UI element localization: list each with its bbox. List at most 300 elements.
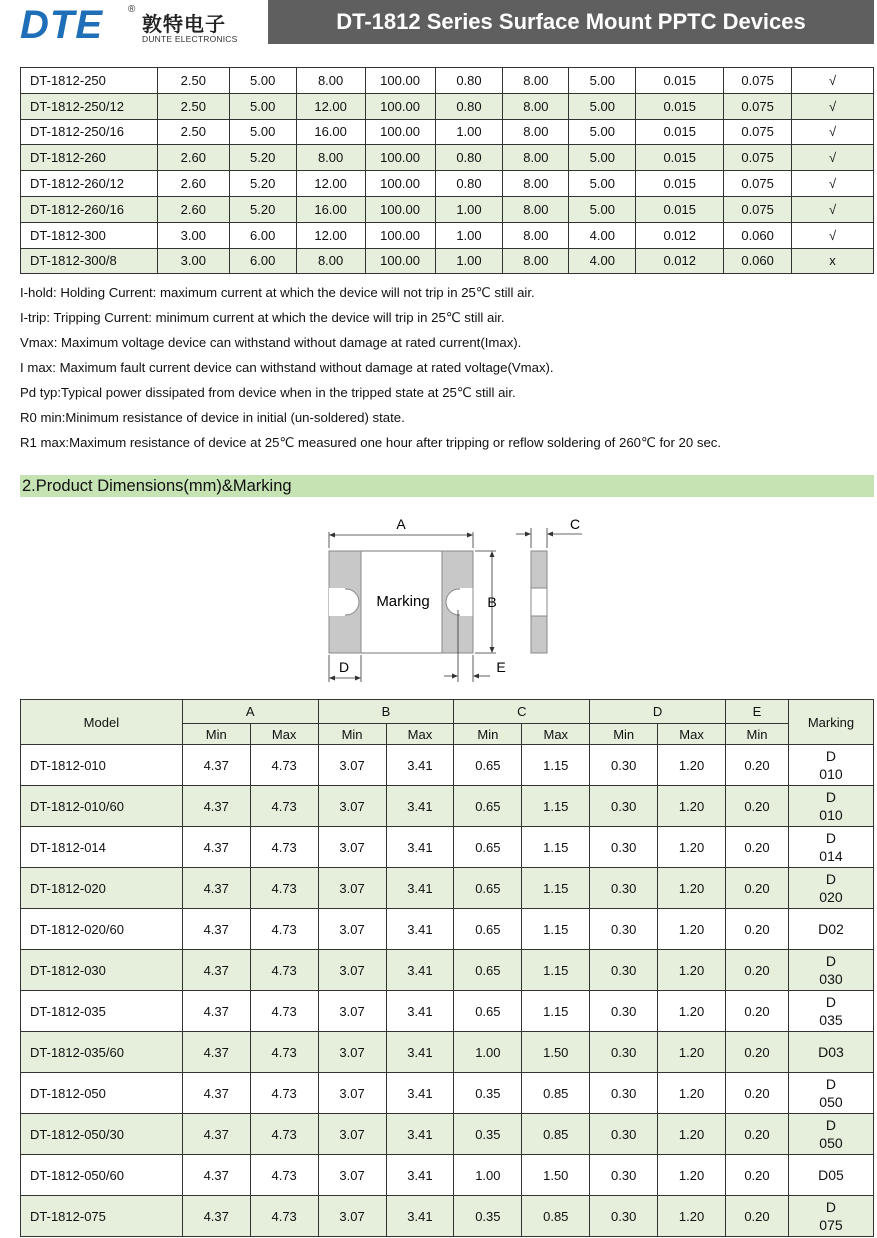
- spec-cell: 8.00: [296, 145, 365, 171]
- header-b: B: [318, 700, 454, 724]
- dims-row: [21, 1032, 874, 1073]
- dims-cell: 4.73: [250, 868, 318, 909]
- page-header: [0, 0, 877, 48]
- dims-cell: 0.65: [454, 950, 522, 991]
- marking-line-2: 050: [819, 1135, 843, 1151]
- spec-cell: 2.50: [157, 93, 229, 119]
- spec-cell: 8.00: [503, 248, 569, 274]
- dims-model-cell: DT-1812-020: [21, 868, 183, 909]
- spec-cell: 12.00: [296, 93, 365, 119]
- dims-model-cell: DT-1812-035/60: [21, 1032, 183, 1073]
- spec-cell: 5.00: [569, 196, 636, 222]
- dims-model-cell: DT-1812-050: [21, 1073, 183, 1114]
- dims-cell: 3.41: [386, 1032, 454, 1073]
- company-name-en: DUNTE ELECTRONICS: [142, 34, 238, 44]
- dims-cell: 4.73: [250, 991, 318, 1032]
- spec-model-cell: DT-1812-260/12: [21, 171, 158, 197]
- dims-cell: 1.00: [454, 1155, 522, 1196]
- dims-cell: 1.15: [522, 827, 590, 868]
- marking-cell: [788, 827, 873, 868]
- marking-cell: [788, 991, 873, 1032]
- dims-cell: 3.07: [318, 991, 386, 1032]
- dims-cell: 3.41: [386, 1155, 454, 1196]
- spec-cell: 0.80: [435, 171, 503, 197]
- dims-cell: 0.20: [726, 1196, 789, 1237]
- header-a-max: Max: [250, 724, 318, 745]
- dims-cell: 0.85: [522, 1196, 590, 1237]
- spec-cell: 100.00: [365, 145, 435, 171]
- dims-cell: 3.41: [386, 1114, 454, 1155]
- dims-row: [21, 827, 874, 868]
- logo-text: DTE: [20, 3, 103, 47]
- spec-cell: 0.060: [724, 248, 792, 274]
- dims-cell: 4.73: [250, 1032, 318, 1073]
- dims-cell: 0.35: [454, 1196, 522, 1237]
- dimension-diagram: [320, 510, 600, 690]
- header-c-min: Min: [454, 724, 522, 745]
- spec-row: [21, 145, 874, 171]
- spec-cell: √: [792, 93, 874, 119]
- dims-cell: 4.37: [182, 868, 250, 909]
- spec-cell: 5.20: [229, 196, 296, 222]
- dims-model-cell: DT-1812-050/60: [21, 1155, 183, 1196]
- spec-cell: 0.80: [435, 145, 503, 171]
- dims-cell: 3.07: [318, 868, 386, 909]
- spec-cell: 5.00: [229, 119, 296, 145]
- dims-cell: 3.07: [318, 950, 386, 991]
- note-imax: I max: Maximum fault current device can withstand without damage at rated voltage(Vmax).: [20, 360, 554, 375]
- dims-cell: 0.30: [590, 1114, 658, 1155]
- spec-cell: 0.060: [724, 222, 792, 248]
- company-logo: [20, 4, 260, 46]
- spec-cell: 5.20: [229, 145, 296, 171]
- spec-cell: 0.015: [636, 93, 724, 119]
- dims-cell: 0.20: [726, 909, 789, 950]
- spec-cell: 100.00: [365, 68, 435, 94]
- dims-cell: 1.20: [658, 827, 726, 868]
- dims-cell: 0.30: [590, 827, 658, 868]
- dims-cell: 3.41: [386, 1196, 454, 1237]
- marking-cell: [788, 1073, 873, 1114]
- spec-cell: 8.00: [503, 171, 569, 197]
- dims-cell: 3.41: [386, 991, 454, 1032]
- dims-cell: 4.37: [182, 1155, 250, 1196]
- dims-cell: 3.07: [318, 827, 386, 868]
- note-r0: R0 min:Minimum resistance of device in initial (un-soldered) state.: [20, 410, 405, 425]
- dims-cell: 3.07: [318, 1073, 386, 1114]
- spec-cell: 5.00: [569, 93, 636, 119]
- spec-cell: 100.00: [365, 196, 435, 222]
- spec-model-cell: DT-1812-300: [21, 222, 158, 248]
- spec-cell: 16.00: [296, 119, 365, 145]
- marking-line-2: 014: [819, 848, 843, 864]
- dims-model-cell: DT-1812-050/30: [21, 1114, 183, 1155]
- marking-label: Marking: [376, 593, 430, 610]
- dims-cell: 1.00: [454, 1032, 522, 1073]
- spec-cell: √: [792, 68, 874, 94]
- marking-cell: [788, 1032, 873, 1073]
- dims-cell: 0.30: [590, 868, 658, 909]
- dims-cell: 0.30: [590, 991, 658, 1032]
- dimensions-table: [20, 699, 874, 1237]
- spec-cell: √: [792, 222, 874, 248]
- dims-row: [21, 1155, 874, 1196]
- marking-line-1: D: [825, 789, 837, 805]
- spec-row: [21, 222, 874, 248]
- spec-cell: 0.075: [724, 171, 792, 197]
- spec-cell: 5.00: [229, 68, 296, 94]
- dims-cell: 1.15: [522, 745, 590, 786]
- dims-cell: 0.65: [454, 745, 522, 786]
- marking-cell: [788, 1114, 873, 1155]
- spec-cell: x: [792, 248, 874, 274]
- note-vmax: Vmax: Maximum voltage device can withstand without damage at rated current(Imax).: [20, 335, 522, 350]
- header-d-min: Min: [590, 724, 658, 745]
- marking-line-2: 020: [819, 889, 843, 905]
- header-e: E: [726, 700, 789, 724]
- marking-line-1: D02: [818, 921, 844, 937]
- spec-cell: 1.00: [435, 248, 503, 274]
- dims-cell: 0.30: [590, 786, 658, 827]
- spec-cell: 3.00: [157, 248, 229, 274]
- dims-cell: 1.20: [658, 745, 726, 786]
- spec-cell: 0.80: [435, 93, 503, 119]
- dims-model-cell: DT-1812-010: [21, 745, 183, 786]
- section-title: 2.Product Dimensions(mm)&Marking: [22, 477, 292, 495]
- marking-cell: [788, 1196, 873, 1237]
- label-b: B: [487, 594, 497, 610]
- spec-row: [21, 196, 874, 222]
- dims-cell: 1.15: [522, 991, 590, 1032]
- spec-cell: 2.50: [157, 68, 229, 94]
- dims-model-cell: DT-1812-030: [21, 950, 183, 991]
- marking-cell: [788, 868, 873, 909]
- dims-model-cell: DT-1812-035: [21, 991, 183, 1032]
- marking-line-1: D: [825, 871, 837, 887]
- dims-cell: 0.65: [454, 827, 522, 868]
- spec-cell: 8.00: [503, 145, 569, 171]
- spec-cell: 4.00: [569, 222, 636, 248]
- spec-cell: 2.60: [157, 171, 229, 197]
- spec-cell: 0.80: [435, 68, 503, 94]
- marking-cell: [788, 1155, 873, 1196]
- spec-cell: 0.015: [636, 196, 724, 222]
- dims-cell: 4.37: [182, 1073, 250, 1114]
- spec-row: [21, 248, 874, 274]
- dims-cell: 0.20: [726, 1155, 789, 1196]
- dims-cell: 0.30: [590, 909, 658, 950]
- dims-cell: 0.20: [726, 991, 789, 1032]
- marking-line-1: D03: [818, 1044, 844, 1060]
- spec-cell: √: [792, 196, 874, 222]
- spec-cell: 0.015: [636, 171, 724, 197]
- dims-cell: 3.41: [386, 1073, 454, 1114]
- dims-row: [21, 745, 874, 786]
- spec-cell: 0.075: [724, 68, 792, 94]
- dims-cell: 1.20: [658, 950, 726, 991]
- marking-line-1: D: [825, 953, 837, 969]
- dims-cell: 1.20: [658, 1032, 726, 1073]
- spec-cell: 0.015: [636, 145, 724, 171]
- spec-cell: 12.00: [296, 171, 365, 197]
- dims-cell: 1.15: [522, 868, 590, 909]
- dims-cell: 0.30: [590, 745, 658, 786]
- spec-cell: 2.60: [157, 196, 229, 222]
- label-a: A: [396, 516, 406, 532]
- spec-cell: 6.00: [229, 222, 296, 248]
- dims-cell: 3.07: [318, 1196, 386, 1237]
- dims-cell: 1.20: [658, 1155, 726, 1196]
- header-a-min: Min: [182, 724, 250, 745]
- dims-cell: 4.73: [250, 786, 318, 827]
- device-side-view: [531, 551, 547, 653]
- definitions-notes: [20, 280, 874, 455]
- spec-cell: 5.00: [569, 119, 636, 145]
- dims-cell: 3.41: [386, 868, 454, 909]
- marking-line-2: 030: [819, 971, 843, 987]
- dims-cell: 0.65: [454, 909, 522, 950]
- note-ihold: I-hold: Holding Current: maximum current at which the device will not trip in 25℃ still air.: [20, 285, 535, 300]
- dims-cell: 0.35: [454, 1114, 522, 1155]
- dims-cell: 4.37: [182, 909, 250, 950]
- dims-cell: 4.37: [182, 950, 250, 991]
- marking-line-1: D: [825, 1199, 837, 1215]
- marking-line-1: D: [825, 830, 837, 846]
- spec-cell: 0.075: [724, 145, 792, 171]
- section-header-dimensions: [20, 475, 874, 497]
- dims-cell: 0.30: [590, 1032, 658, 1073]
- marking-cell: [788, 909, 873, 950]
- spec-cell: 8.00: [503, 68, 569, 94]
- dims-row: [21, 909, 874, 950]
- spec-model-cell: DT-1812-250/12: [21, 93, 158, 119]
- spec-cell: 5.00: [569, 171, 636, 197]
- spec-cell: 100.00: [365, 248, 435, 274]
- marking-line-1: D05: [818, 1167, 844, 1183]
- dims-cell: 0.20: [726, 745, 789, 786]
- dims-cell: 1.20: [658, 868, 726, 909]
- dims-cell: 1.20: [658, 786, 726, 827]
- spec-cell: 12.00: [296, 222, 365, 248]
- dims-cell: 3.07: [318, 1155, 386, 1196]
- dims-cell: 0.20: [726, 868, 789, 909]
- marking-line-1: D: [825, 994, 837, 1010]
- spec-cell: 5.20: [229, 171, 296, 197]
- dims-cell: 4.73: [250, 950, 318, 991]
- dims-model-cell: DT-1812-014: [21, 827, 183, 868]
- spec-cell: 100.00: [365, 119, 435, 145]
- dims-cell: 1.50: [522, 1032, 590, 1073]
- spec-row: [21, 68, 874, 94]
- spec-cell: √: [792, 119, 874, 145]
- spec-cell: 8.00: [503, 119, 569, 145]
- dims-cell: 1.20: [658, 1073, 726, 1114]
- dims-cell: 3.41: [386, 950, 454, 991]
- dims-cell: 0.30: [590, 1073, 658, 1114]
- label-e: E: [496, 659, 506, 675]
- header-c: C: [454, 700, 590, 724]
- dims-row: [21, 1073, 874, 1114]
- spec-model-cell: DT-1812-260/16: [21, 196, 158, 222]
- spec-cell: 8.00: [503, 222, 569, 248]
- dims-cell: 3.07: [318, 1114, 386, 1155]
- dims-cell: 0.30: [590, 950, 658, 991]
- dims-row: [21, 1196, 874, 1237]
- spec-cell: 1.00: [435, 222, 503, 248]
- marking-cell: [788, 950, 873, 991]
- spec-cell: 16.00: [296, 196, 365, 222]
- spec-cell: 0.012: [636, 248, 724, 274]
- dims-cell: 1.20: [658, 991, 726, 1032]
- header-b-min: Min: [318, 724, 386, 745]
- dims-cell: 4.73: [250, 1114, 318, 1155]
- spec-cell: 8.00: [296, 68, 365, 94]
- dims-cell: 0.65: [454, 991, 522, 1032]
- header-d-max: Max: [658, 724, 726, 745]
- label-d: D: [338, 659, 350, 675]
- company-name-cn: 敦特电子: [142, 12, 226, 36]
- marking-cell: [788, 786, 873, 827]
- dims-cell: 0.85: [522, 1073, 590, 1114]
- spec-table: [20, 67, 874, 274]
- note-r1: R1 max:Maximum resistance of device at 25℃ measured one hour after tripping or reflow soldering of 260℃ for 20 sec.: [20, 435, 722, 450]
- header-e-min: Min: [726, 724, 789, 745]
- dims-cell: 3.07: [318, 1032, 386, 1073]
- label-c: C: [569, 516, 581, 532]
- dims-cell: 4.37: [182, 991, 250, 1032]
- marking-line-2: 075: [819, 1217, 843, 1233]
- dims-cell: 0.85: [522, 1114, 590, 1155]
- spec-cell: 8.00: [503, 196, 569, 222]
- dims-cell: 4.73: [250, 909, 318, 950]
- dims-row: [21, 1114, 874, 1155]
- spec-cell: 0.015: [636, 119, 724, 145]
- marking-line-2: 050: [819, 1094, 843, 1110]
- dims-cell: 1.15: [522, 909, 590, 950]
- spec-row: [21, 119, 874, 145]
- dims-cell: 1.15: [522, 950, 590, 991]
- dims-row: [21, 950, 874, 991]
- dims-cell: 3.07: [318, 786, 386, 827]
- dims-cell: 4.73: [250, 1196, 318, 1237]
- spec-cell: 3.00: [157, 222, 229, 248]
- marking-line-2: 035: [819, 1012, 843, 1028]
- header-a: A: [182, 700, 318, 724]
- spec-cell: 0.012: [636, 222, 724, 248]
- dims-cell: 0.30: [590, 1196, 658, 1237]
- spec-cell: 0.075: [724, 93, 792, 119]
- dims-cell: 0.20: [726, 1114, 789, 1155]
- dims-cell: 4.37: [182, 827, 250, 868]
- header-marking: Marking: [788, 700, 873, 745]
- dims-row: [21, 991, 874, 1032]
- marking-line-1: D: [825, 748, 837, 764]
- spec-model-cell: DT-1812-250: [21, 68, 158, 94]
- dims-cell: 4.37: [182, 1032, 250, 1073]
- spec-row: [21, 93, 874, 119]
- dims-cell: 0.20: [726, 827, 789, 868]
- dims-cell: 3.07: [318, 745, 386, 786]
- dims-cell: 4.73: [250, 1155, 318, 1196]
- dims-cell: 3.07: [318, 909, 386, 950]
- dims-row: [21, 868, 874, 909]
- spec-model-cell: DT-1812-260: [21, 145, 158, 171]
- marking-line-2: 010: [819, 766, 843, 782]
- header-c-max: Max: [522, 724, 590, 745]
- dims-cell: 3.41: [386, 827, 454, 868]
- dims-row: [21, 786, 874, 827]
- dims-model-cell: DT-1812-075: [21, 1196, 183, 1237]
- marking-line-1: D: [825, 1076, 837, 1092]
- dims-cell: 0.65: [454, 868, 522, 909]
- dims-cell: 4.37: [182, 786, 250, 827]
- spec-cell: √: [792, 145, 874, 171]
- dims-cell: 0.35: [454, 1073, 522, 1114]
- dims-cell: 1.20: [658, 1196, 726, 1237]
- dims-cell: 3.41: [386, 909, 454, 950]
- dims-cell: 4.73: [250, 745, 318, 786]
- dims-cell: 0.20: [726, 950, 789, 991]
- registered-mark: ®: [128, 4, 136, 15]
- spec-cell: 6.00: [229, 248, 296, 274]
- note-itrip: I-trip: Tripping Current: minimum current at which the device will trip in 25℃ still air.: [20, 310, 505, 325]
- marking-cell: [788, 745, 873, 786]
- header-d: D: [590, 700, 726, 724]
- spec-cell: 1.00: [435, 119, 503, 145]
- spec-cell: 5.00: [229, 93, 296, 119]
- note-pd: Pd typ:Typical power dissipated from device when in the tripped state at 25℃ still air.: [20, 385, 516, 400]
- dims-cell: 4.37: [182, 1196, 250, 1237]
- spec-cell: 8.00: [296, 248, 365, 274]
- dims-cell: 0.65: [454, 786, 522, 827]
- dims-cell: 4.37: [182, 1114, 250, 1155]
- spec-cell: 4.00: [569, 248, 636, 274]
- dims-cell: 0.20: [726, 1032, 789, 1073]
- spec-cell: 0.075: [724, 196, 792, 222]
- spec-model-cell: DT-1812-250/16: [21, 119, 158, 145]
- document-title: DT-1812 Series Surface Mount PPTC Devices: [268, 0, 874, 44]
- dims-cell: 0.20: [726, 1073, 789, 1114]
- header-b-max: Max: [386, 724, 454, 745]
- spec-cell: 100.00: [365, 222, 435, 248]
- spec-cell: 0.075: [724, 119, 792, 145]
- spec-cell: 1.00: [435, 196, 503, 222]
- dims-cell: 0.30: [590, 1155, 658, 1196]
- spec-cell: 8.00: [503, 93, 569, 119]
- spec-cell: 100.00: [365, 93, 435, 119]
- spec-cell: 0.015: [636, 68, 724, 94]
- dims-cell: 1.20: [658, 1114, 726, 1155]
- spec-cell: 2.60: [157, 145, 229, 171]
- spec-cell: √: [792, 171, 874, 197]
- dims-model-cell: DT-1812-020/60: [21, 909, 183, 950]
- dims-cell: 4.73: [250, 1073, 318, 1114]
- dims-cell: 0.20: [726, 786, 789, 827]
- spec-cell: 5.00: [569, 68, 636, 94]
- spec-row: [21, 171, 874, 197]
- dims-cell: 1.50: [522, 1155, 590, 1196]
- dims-model-cell: DT-1812-010/60: [21, 786, 183, 827]
- marking-line-1: D: [825, 1117, 837, 1133]
- dims-cell: 3.41: [386, 786, 454, 827]
- dims-cell: 1.15: [522, 786, 590, 827]
- spec-model-cell: DT-1812-300/8: [21, 248, 158, 274]
- dims-cell: 1.20: [658, 909, 726, 950]
- dims-cell: 4.73: [250, 827, 318, 868]
- dims-cell: 4.37: [182, 745, 250, 786]
- header-model: Model: [21, 700, 183, 745]
- dims-cell: 3.41: [386, 745, 454, 786]
